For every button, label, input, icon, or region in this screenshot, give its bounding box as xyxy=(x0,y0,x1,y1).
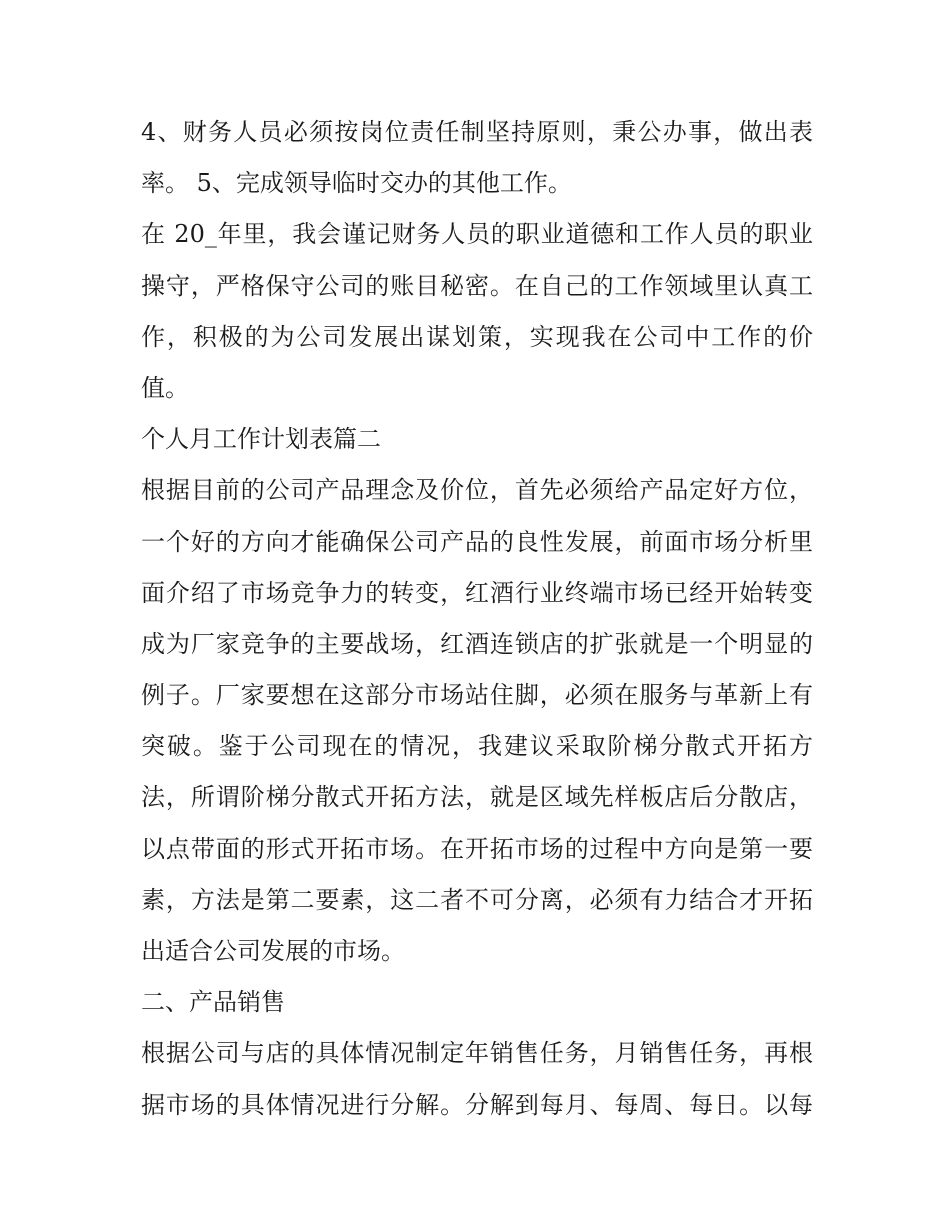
text-line: 作，积极的为公司发展出谋划策，实现我在公司中工作的价 xyxy=(141,322,813,351)
text-line: 率。 5、完成领导临时交办的其他工作。 xyxy=(141,169,572,198)
text-line: 一个好的方向才能确保公司产品的良性发展，前面市场分析里 xyxy=(141,527,813,556)
text-line: 素，方法是第二要素，这二者不可分离，必须有力结合才开拓 xyxy=(141,885,813,914)
text-line: 法，所谓阶梯分散式开拓方法，就是区域先样板店后分散店， xyxy=(141,783,813,812)
document-body xyxy=(141,107,813,1131)
text-line: 成为厂家竞争的主要战场，红酒连锁店的扩张就是一个明显的 xyxy=(141,629,813,658)
text-line: 操守，严格保守公司的账目秘密。在自己的工作领域里认真工 xyxy=(141,271,813,300)
text-line: 个人月工作计划表篇二 xyxy=(141,425,381,454)
text-line: 根据公司与店的具体情况制定年销售任务，月销售任务，再根 xyxy=(141,1039,813,1068)
text-line: 例子。厂家要想在这部分市场站住脚，必须在服务与革新上有 xyxy=(141,681,813,710)
text-line: 4、财务人员必须按岗位责任制坚持原则，秉公办事，做出表 xyxy=(141,118,813,146)
text-line: 突破。鉴于公司现在的情况，我建议采取阶梯分散式开拓方 xyxy=(141,732,813,761)
text-line: 以点带面的形式开拓市场。在开拓市场的过程中方向是第一要 xyxy=(141,834,813,863)
text-line: 在 20_年里，我会谨记财务人员的职业道德和工作人员的职业 xyxy=(141,220,813,249)
text-line: 面介绍了市场竞争力的转变，红酒行业终端市场已经开始转变 xyxy=(141,578,813,607)
text-line: 二、产品销售 xyxy=(141,988,285,1017)
text-line: 值。 xyxy=(141,373,189,402)
text-line: 据市场的具体情况进行分解。分解到每月、每周、每日。以每 xyxy=(141,1090,813,1119)
text-line: 出适合公司发展的市场。 xyxy=(141,937,405,965)
text-line: 根据目前的公司产品理念及价位，首先必须给产品定好方位， xyxy=(141,476,813,505)
